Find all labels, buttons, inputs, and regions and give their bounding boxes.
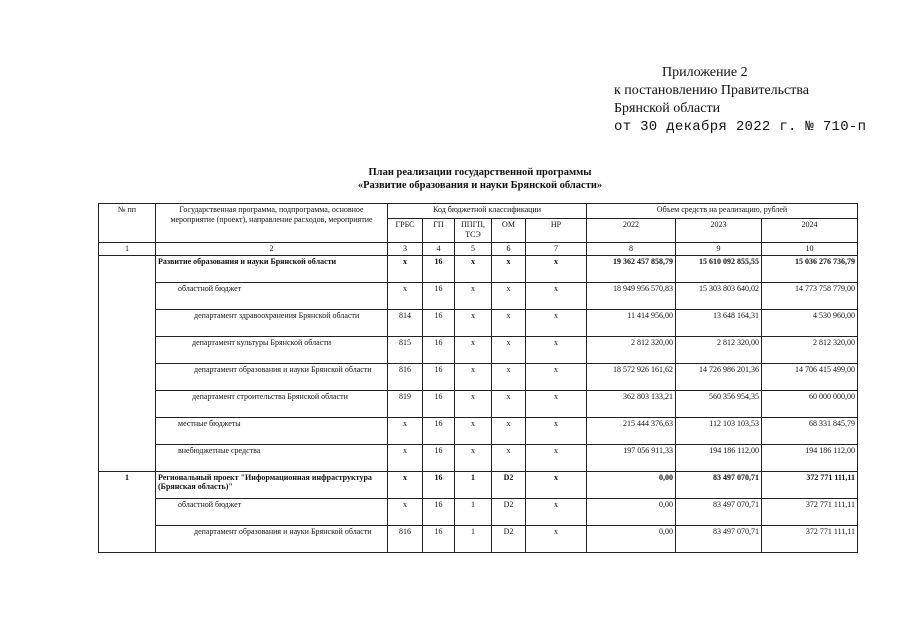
row-nr: х xyxy=(526,417,587,444)
row-ppgp: х xyxy=(455,363,492,390)
row-ppgp: х xyxy=(455,282,492,309)
row-nr: х xyxy=(526,471,587,498)
row-value-2023: 83 497 070,71 xyxy=(676,498,762,525)
row-ppgp: х xyxy=(455,417,492,444)
row-gp: 16 xyxy=(423,363,455,390)
row-ppgp: 1 xyxy=(455,525,492,552)
row-num: 1 xyxy=(99,471,156,552)
row-value-2023: 13 648 164,31 xyxy=(676,309,762,336)
row-gp: 16 xyxy=(423,525,455,552)
row-grbs: х xyxy=(388,471,423,498)
col-num-8: 8 xyxy=(587,243,676,256)
header-gp: ГП xyxy=(423,219,455,243)
table-row xyxy=(99,336,858,363)
row-grbs: 816 xyxy=(388,525,423,552)
row-om: х xyxy=(492,282,526,309)
header-grbs: ГРБС xyxy=(388,219,423,243)
appendix-block xyxy=(614,64,866,136)
row-name: внебюджетные средства xyxy=(156,444,388,471)
header-num: № пп xyxy=(99,204,156,243)
row-grbs: х xyxy=(388,255,423,282)
row-gp: 16 xyxy=(423,309,455,336)
header-2022: 2022 xyxy=(587,219,676,243)
row-om: D2 xyxy=(492,525,526,552)
table-row xyxy=(99,417,858,444)
row-grbs: х xyxy=(388,417,423,444)
row-value-2024: 60 000 000,00 xyxy=(762,390,858,417)
row-grbs: 814 xyxy=(388,309,423,336)
row-gp: 16 xyxy=(423,336,455,363)
row-value-2023: 2 812 320,00 xyxy=(676,336,762,363)
row-grbs: 816 xyxy=(388,363,423,390)
row-grbs: х xyxy=(388,282,423,309)
row-om: х xyxy=(492,255,526,282)
row-value-2024: 14 706 415 499,00 xyxy=(762,363,858,390)
row-value-2022: 0,00 xyxy=(587,498,676,525)
table-row xyxy=(99,255,858,282)
row-grbs: 815 xyxy=(388,336,423,363)
row-value-2023: 15 303 803 640,02 xyxy=(676,282,762,309)
table-row xyxy=(99,498,858,525)
table-row xyxy=(99,309,858,336)
row-om: х xyxy=(492,390,526,417)
row-nr: х xyxy=(526,444,587,471)
row-ppgp: х xyxy=(455,444,492,471)
col-num-4: 4 xyxy=(423,243,455,256)
row-value-2023: 83 497 070,71 xyxy=(676,471,762,498)
row-om: х xyxy=(492,417,526,444)
col-num-7: 7 xyxy=(526,243,587,256)
row-value-2024: 372 771 111,11 xyxy=(762,498,858,525)
row-name: департамент культуры Брянской области xyxy=(156,336,388,363)
header-volume: Объем средств на реализацию, рублей xyxy=(587,204,858,219)
appendix-region: Брянской области xyxy=(614,101,721,116)
table-header xyxy=(99,204,858,256)
title-line-1: План реализации государственной программы xyxy=(368,167,592,178)
row-value-2022: 18 949 956 570,83 xyxy=(587,282,676,309)
header-ppgp: ППГП, ТСЭ xyxy=(455,219,492,243)
row-name-text: департамент здравоохранения Брянской области xyxy=(194,310,360,320)
row-value-2022: 11 414 956,00 xyxy=(587,309,676,336)
header-om: ОМ xyxy=(492,219,526,243)
row-name: областной бюджет xyxy=(156,282,388,309)
col-num-2: 2 xyxy=(156,243,388,256)
row-nr: х xyxy=(526,282,587,309)
row-value-2022: 0,00 xyxy=(587,525,676,552)
row-value-2022: 2 812 320,00 xyxy=(587,336,676,363)
row-name-text: департамент образования и науки Брянской области xyxy=(194,364,372,374)
row-om: х xyxy=(492,363,526,390)
row-gp: 16 xyxy=(423,417,455,444)
document-title xyxy=(250,166,710,192)
row-nr: х xyxy=(526,336,587,363)
table-row xyxy=(99,471,858,498)
row-ppgp: 1 xyxy=(455,471,492,498)
col-num-6: 6 xyxy=(492,243,526,256)
row-om: х xyxy=(492,336,526,363)
table-row xyxy=(99,444,858,471)
header-2023: 2023 xyxy=(676,219,762,243)
row-value-2024: 4 530 960,00 xyxy=(762,309,858,336)
row-value-2022: 362 803 133,21 xyxy=(587,390,676,417)
col-num-5: 5 xyxy=(455,243,492,256)
row-om: D2 xyxy=(492,498,526,525)
row-name xyxy=(156,309,388,336)
row-value-2022: 19 362 457 858,79 xyxy=(587,255,676,282)
appendix-decree: к постановлению Правительства xyxy=(614,83,810,98)
row-gp: 16 xyxy=(423,255,455,282)
row-name-text: департамент образования и науки Брянской области xyxy=(194,526,372,536)
row-grbs: х xyxy=(388,498,423,525)
row-nr: х xyxy=(526,255,587,282)
row-value-2023: 560 356 954,35 xyxy=(676,390,762,417)
row-value-2023: 14 726 986 201,36 xyxy=(676,363,762,390)
row-name xyxy=(156,525,388,552)
row-ppgp: х xyxy=(455,309,492,336)
row-value-2023: 112 103 103,53 xyxy=(676,417,762,444)
row-ppgp: х xyxy=(455,390,492,417)
row-om: D2 xyxy=(492,471,526,498)
row-value-2023: 15 610 092 855,55 xyxy=(676,255,762,282)
row-value-2024: 2 812 320,00 xyxy=(762,336,858,363)
header-name: Государственная программа, подпрограмма, основное мероприятие (проект), направление расходов, мероприятие xyxy=(156,204,388,243)
row-name: Региональный проект "Информационная инфраструктура (Брянская область)" xyxy=(156,471,388,498)
row-name: департамент строительства Брянской области xyxy=(156,390,388,417)
appendix-title: Приложение 2 xyxy=(662,65,748,80)
column-numbers-row xyxy=(99,243,858,256)
col-num-3: 3 xyxy=(388,243,423,256)
table-body xyxy=(99,255,858,552)
row-value-2022: 215 444 376,63 xyxy=(587,417,676,444)
row-gp: 16 xyxy=(423,390,455,417)
row-value-2024: 68 331 845,79 xyxy=(762,417,858,444)
row-num xyxy=(99,255,156,471)
table-row xyxy=(99,363,858,390)
row-ppgp: х xyxy=(455,336,492,363)
row-name: областной бюджет xyxy=(156,498,388,525)
col-num-9: 9 xyxy=(676,243,762,256)
row-om: х xyxy=(492,444,526,471)
row-value-2022: 197 056 911,33 xyxy=(587,444,676,471)
row-value-2024: 194 186 112,00 xyxy=(762,444,858,471)
header-bcc: Код бюджетной классификации xyxy=(388,204,587,219)
row-name: местные бюджеты xyxy=(156,417,388,444)
row-grbs: х xyxy=(388,444,423,471)
row-gp: 16 xyxy=(423,471,455,498)
row-nr: х xyxy=(526,309,587,336)
row-value-2022: 0,00 xyxy=(587,471,676,498)
budget-table xyxy=(98,203,858,553)
title-line-2: «Развитие образования и науки Брянской области» xyxy=(357,180,603,191)
header-2024: 2024 xyxy=(762,219,858,243)
header-nr: НР xyxy=(526,219,587,243)
row-nr: х xyxy=(526,498,587,525)
row-grbs: 819 xyxy=(388,390,423,417)
row-value-2024: 372 771 111,11 xyxy=(762,525,858,552)
row-nr: х xyxy=(526,363,587,390)
table-row xyxy=(99,525,858,552)
row-om: х xyxy=(492,309,526,336)
table-row xyxy=(99,390,858,417)
row-nr: х xyxy=(526,390,587,417)
row-nr: х xyxy=(526,525,587,552)
row-value-2023: 194 186 112,00 xyxy=(676,444,762,471)
table-row xyxy=(99,282,858,309)
row-gp: 16 xyxy=(423,444,455,471)
appendix-date-number: от 30 декабря 2022 г. № 710-п xyxy=(614,119,867,135)
row-value-2024: 372 771 111,11 xyxy=(762,471,858,498)
row-ppgp: 1 xyxy=(455,498,492,525)
row-value-2024: 15 036 276 736,79 xyxy=(762,255,858,282)
row-value-2022: 18 572 926 161,62 xyxy=(587,363,676,390)
row-name: Развитие образования и науки Брянской области xyxy=(156,255,388,282)
row-ppgp: х xyxy=(455,255,492,282)
row-gp: 16 xyxy=(423,498,455,525)
row-value-2024: 14 773 758 779,00 xyxy=(762,282,858,309)
row-value-2023: 83 497 070,71 xyxy=(676,525,762,552)
row-name xyxy=(156,363,388,390)
col-num-10: 10 xyxy=(762,243,858,256)
col-num-1: 1 xyxy=(99,243,156,256)
row-gp: 16 xyxy=(423,282,455,309)
